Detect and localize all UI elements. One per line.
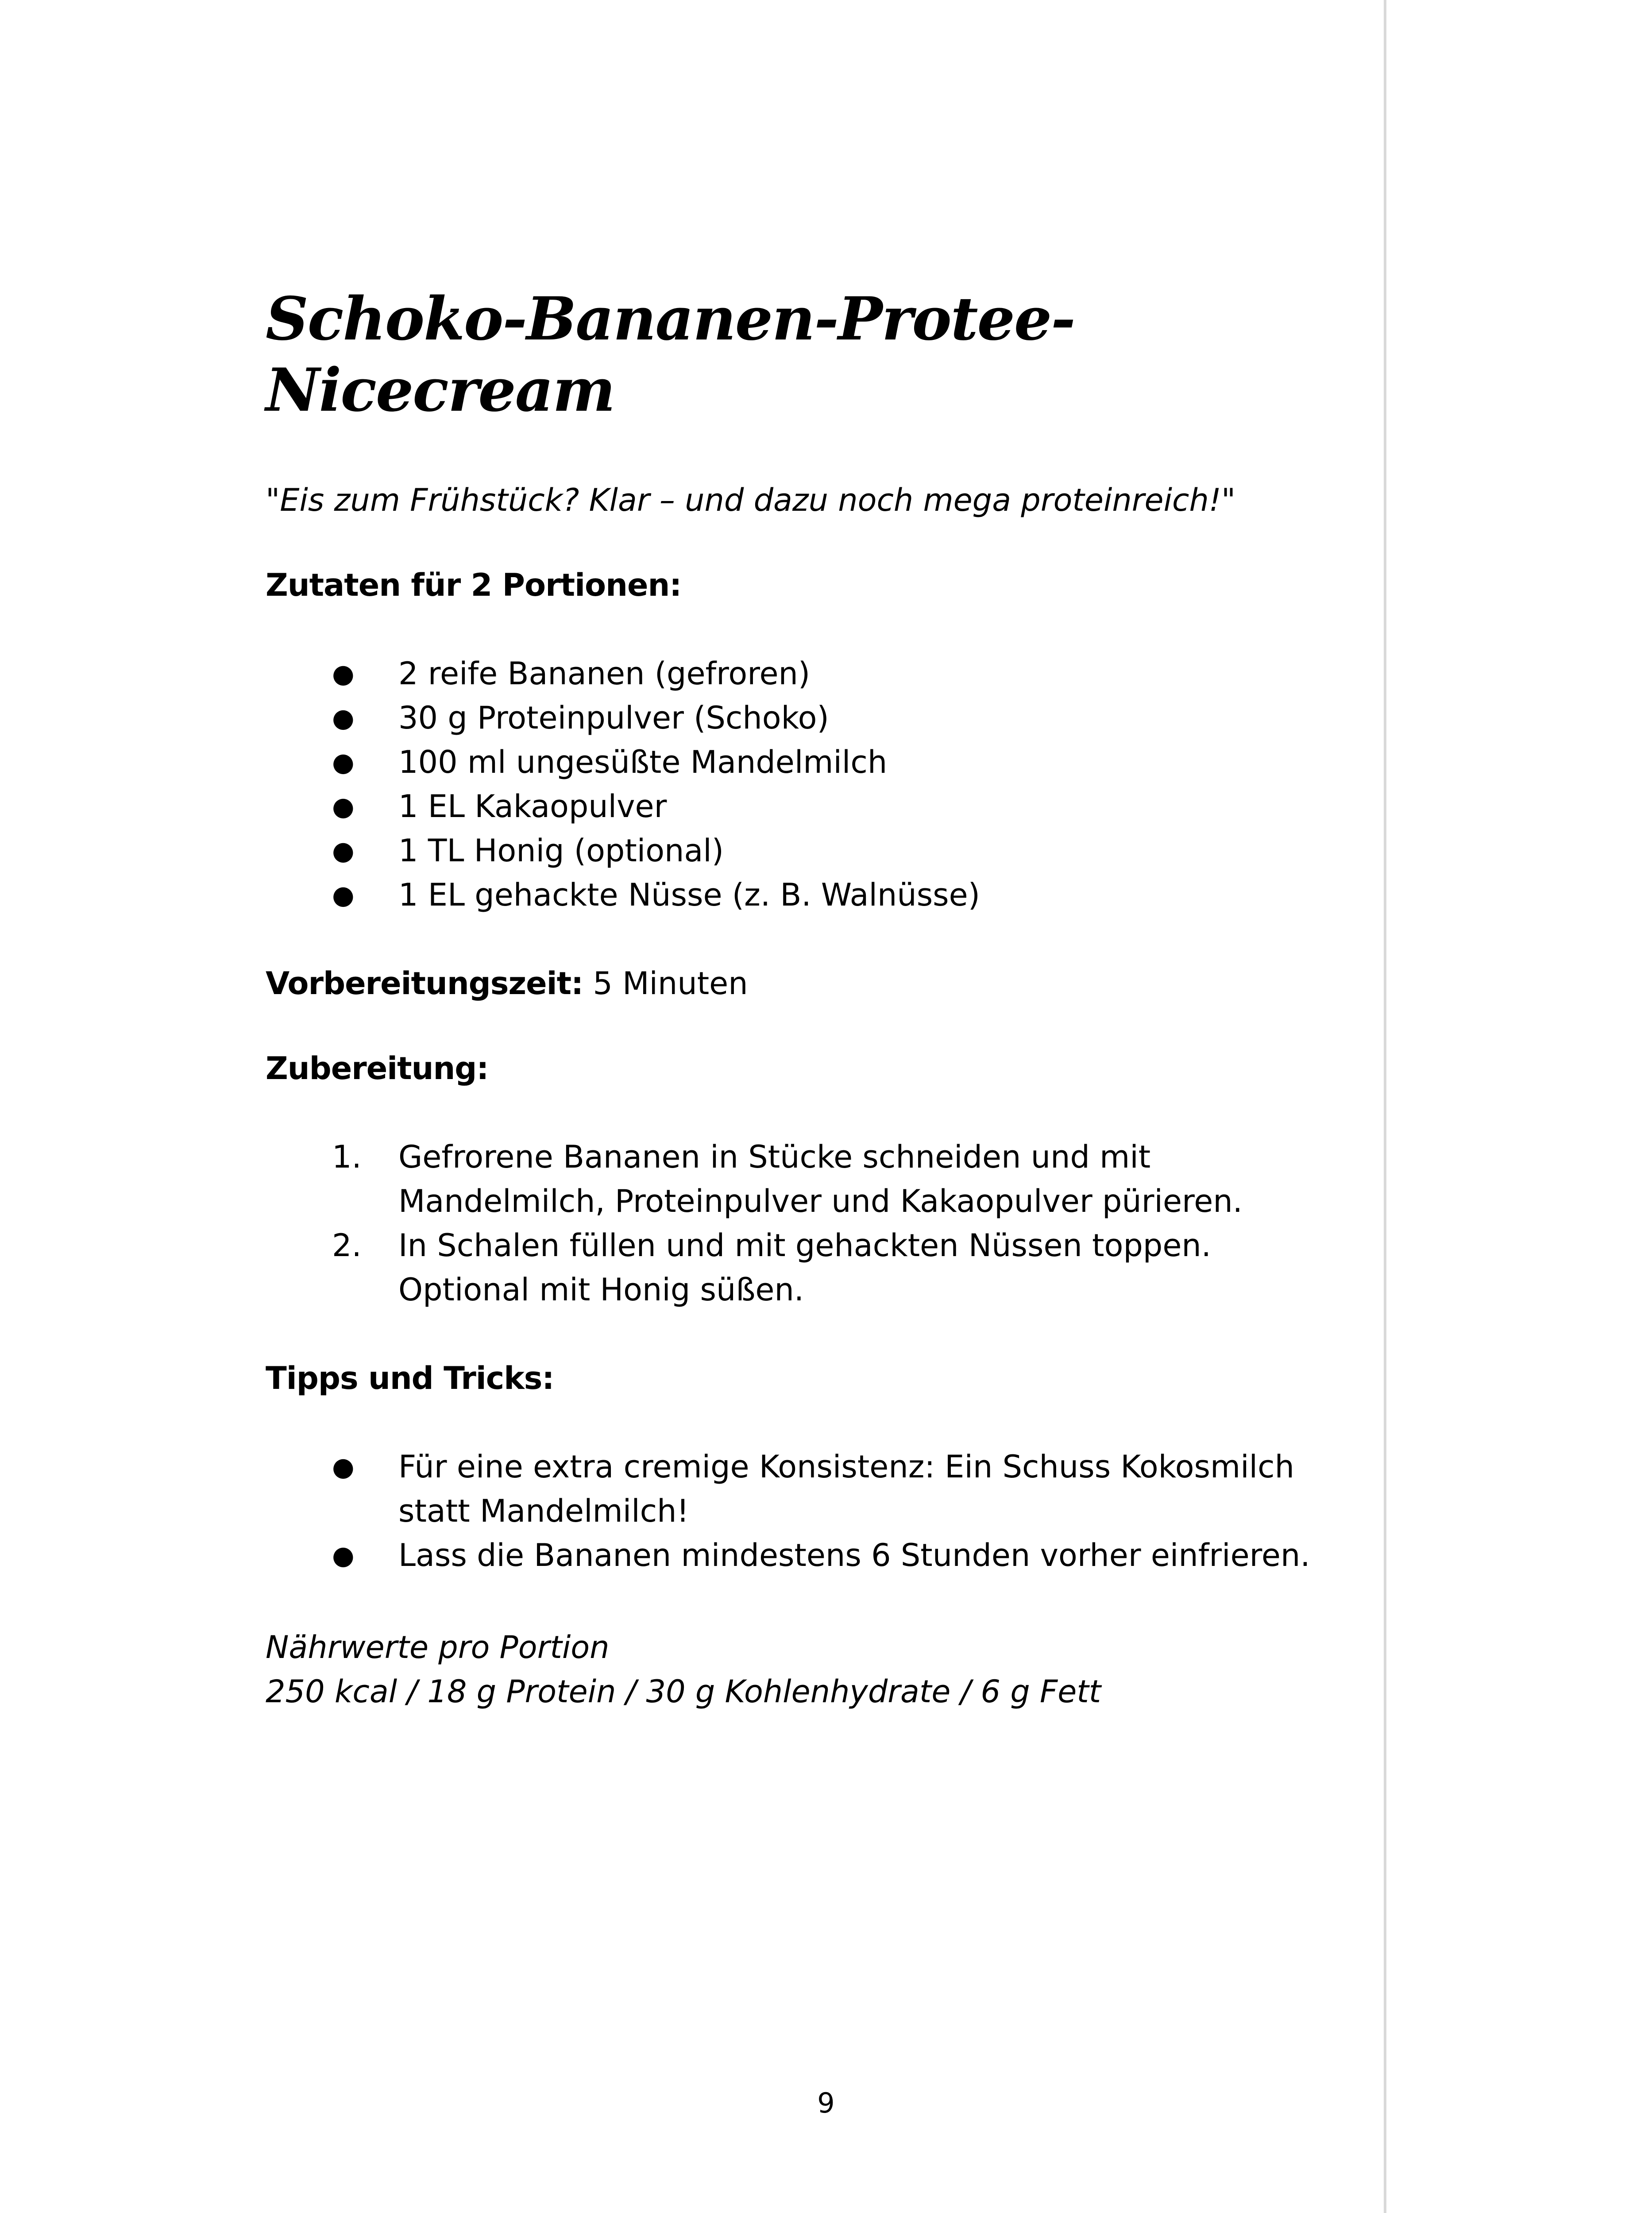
tip-item bbox=[266, 1445, 1337, 1533]
ingredient-text: 100 ml ungesüßte Mandelmilch bbox=[398, 744, 888, 780]
step-text: In Schalen füllen und mit gehackten Nüssen toppen. Optional mit Honig süßen. bbox=[398, 1227, 1211, 1308]
ingredient-text: 1 EL Kakaopulver bbox=[398, 788, 667, 825]
ingredient-text: 2 reife Bananen (gefroren) bbox=[398, 655, 811, 692]
prep-time-value: 5 Minuten bbox=[593, 965, 748, 1002]
recipe-title: Schoko-Bananen-Protee-Nicecream bbox=[266, 284, 1075, 425]
ingredient-item bbox=[266, 696, 1337, 740]
ingredient-text: 1 EL gehackte Nüsse (z. B. Walnüsse) bbox=[398, 876, 980, 913]
bullet-icon: ● bbox=[332, 747, 355, 777]
step-item bbox=[266, 1223, 1337, 1312]
ingredient-text: 30 g Proteinpulver (Schoko) bbox=[398, 699, 829, 736]
nutrition-values: 250 kcal / 18 g Protein / 30 g Kohlenhydrate / 6 g Fett bbox=[266, 1673, 1101, 1710]
bullet-icon: ● bbox=[332, 1540, 355, 1570]
ingredient-item bbox=[266, 652, 1337, 696]
page-margin-divider bbox=[1384, 0, 1386, 2213]
tip-text: Lass die Bananen mindestens 6 Stunden vorher einfrieren. bbox=[398, 1537, 1310, 1573]
prep-time-label: Vorbereitungszeit: bbox=[266, 965, 583, 1002]
bullet-icon: ● bbox=[332, 835, 355, 866]
bullet-icon: ● bbox=[332, 791, 355, 821]
step-item bbox=[266, 1135, 1337, 1223]
tips-heading: Tipps und Tricks: bbox=[266, 1360, 554, 1396]
step-number: 2. bbox=[332, 1227, 362, 1264]
ingredient-item bbox=[266, 873, 1337, 917]
nutrition-label: Nährwerte pro Portion bbox=[266, 1629, 610, 1666]
ingredient-item bbox=[266, 784, 1337, 829]
tip-item bbox=[266, 1533, 1337, 1577]
bullet-icon: ● bbox=[332, 702, 355, 733]
ingredient-text: 1 TL Honig (optional) bbox=[398, 832, 724, 869]
bullet-icon: ● bbox=[332, 879, 355, 910]
step-number: 1. bbox=[332, 1138, 362, 1175]
ingredients-list bbox=[266, 652, 1337, 917]
recipe-content bbox=[266, 283, 1337, 1714]
preparation-heading: Zubereitung: bbox=[266, 1050, 489, 1087]
nutrition-info bbox=[266, 1625, 1337, 1714]
tip-text: Für eine extra cremige Konsistenz: Ein Schuss Kokosmilch statt Mandelmilch! bbox=[398, 1448, 1294, 1529]
prep-time bbox=[266, 965, 1337, 1002]
tips-list bbox=[266, 1445, 1337, 1577]
ingredient-item bbox=[266, 740, 1337, 784]
bullet-icon: ● bbox=[332, 1451, 355, 1482]
ingredients-heading: Zutaten für 2 Portionen: bbox=[266, 567, 682, 603]
bullet-icon: ● bbox=[332, 658, 355, 689]
page-number: 9 bbox=[817, 2087, 835, 2119]
preparation-steps bbox=[266, 1135, 1337, 1312]
ingredient-item bbox=[266, 829, 1337, 873]
step-text: Gefrorene Bananen in Stücke schneiden und mit Mandelmilch, Proteinpulver und Kakaopulver pürieren. bbox=[398, 1138, 1243, 1219]
recipe-intro-quote: "Eis zum Frühstück? Klar – und dazu noch mega proteinreich!" bbox=[266, 482, 1236, 518]
